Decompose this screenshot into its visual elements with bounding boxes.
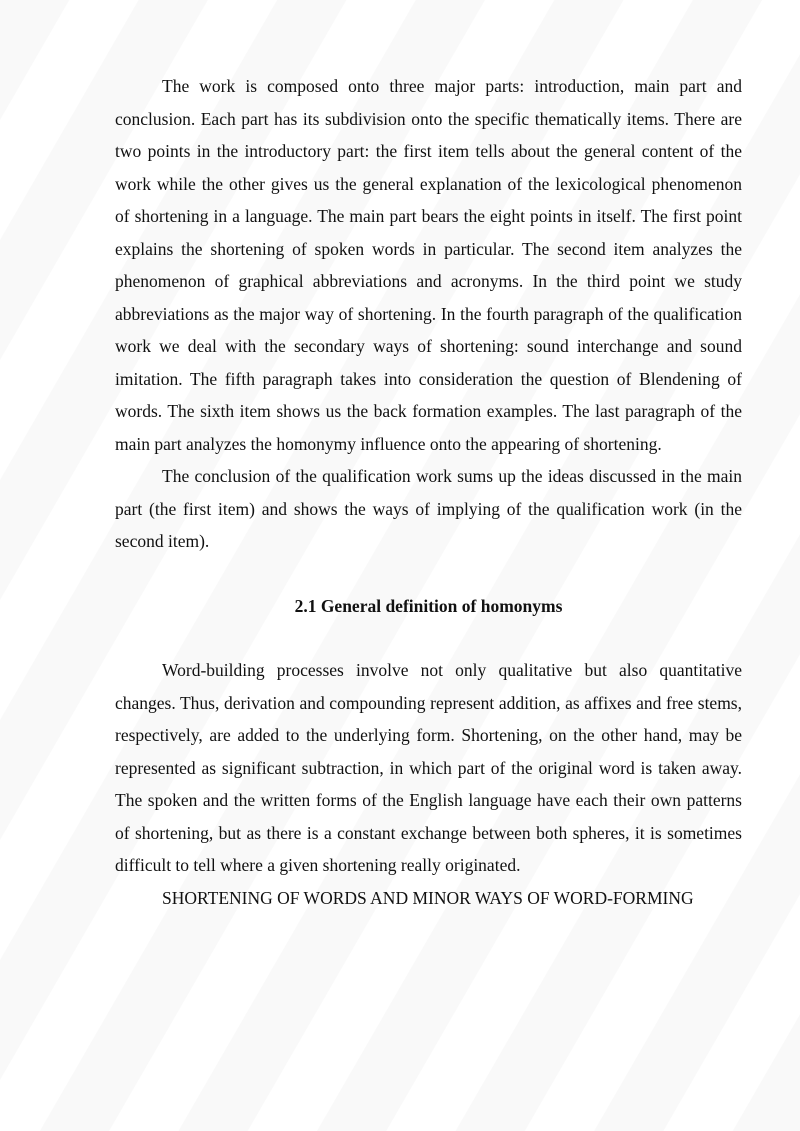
chapter-title-line: SHORTENING OF WORDS AND MINOR WAYS OF WORD-FORMING — [162, 887, 694, 908]
heading-spacer — [115, 558, 742, 590]
document-page — [115, 70, 742, 914]
heading-spacer — [115, 622, 742, 654]
intro-paragraph-1: The work is composed onto three major parts: introduction, main part and conclusion. Each part has its subdivision onto the specific thematically items. There are two points in the introductory part: the first item tells about the general content of the work while the other gives us the general explanation of the lexicological phenomenon of shortening in a language. The main part bears the eight points in itself. The first point explains the shortening of spoken words in particular. The second item analyzes the phenomenon of graphical abbreviations and acronyms. In the third point we study abbreviations as the major way of shortening. In the fourth paragraph of the qualification work we deal with the secondary ways of shortening: sound interchange and sound imitation. The fifth paragraph takes into consideration the question of Blendening of words. The sixth item shows us the back formation examples. The last paragraph of the main part analyzes the homonymy influence onto the appearing of shortening. — [115, 76, 742, 454]
intro-paragraph-2: The conclusion of the qualification work sums up the ideas discussed in the main part (the first item) and shows the ways of implying of the qualification work (in the second item). — [115, 466, 742, 551]
section-paragraph-1: Word-building processes involve not only qualitative but also quantitative changes. Thus, derivation and compounding represent addition, as affixes and free stems, respectively, are added to the underlying form. Shortening, on the other hand, may be represented as significant subtraction, in which part of the original word is taken away. The spoken and the written forms of the English language have each their own patterns of shortening, but as there is a constant exchange between both spheres, it is sometimes difficult to tell where a given shortening really originated. — [115, 660, 742, 875]
section-heading: 2.1 General definition of homonyms — [294, 595, 563, 616]
